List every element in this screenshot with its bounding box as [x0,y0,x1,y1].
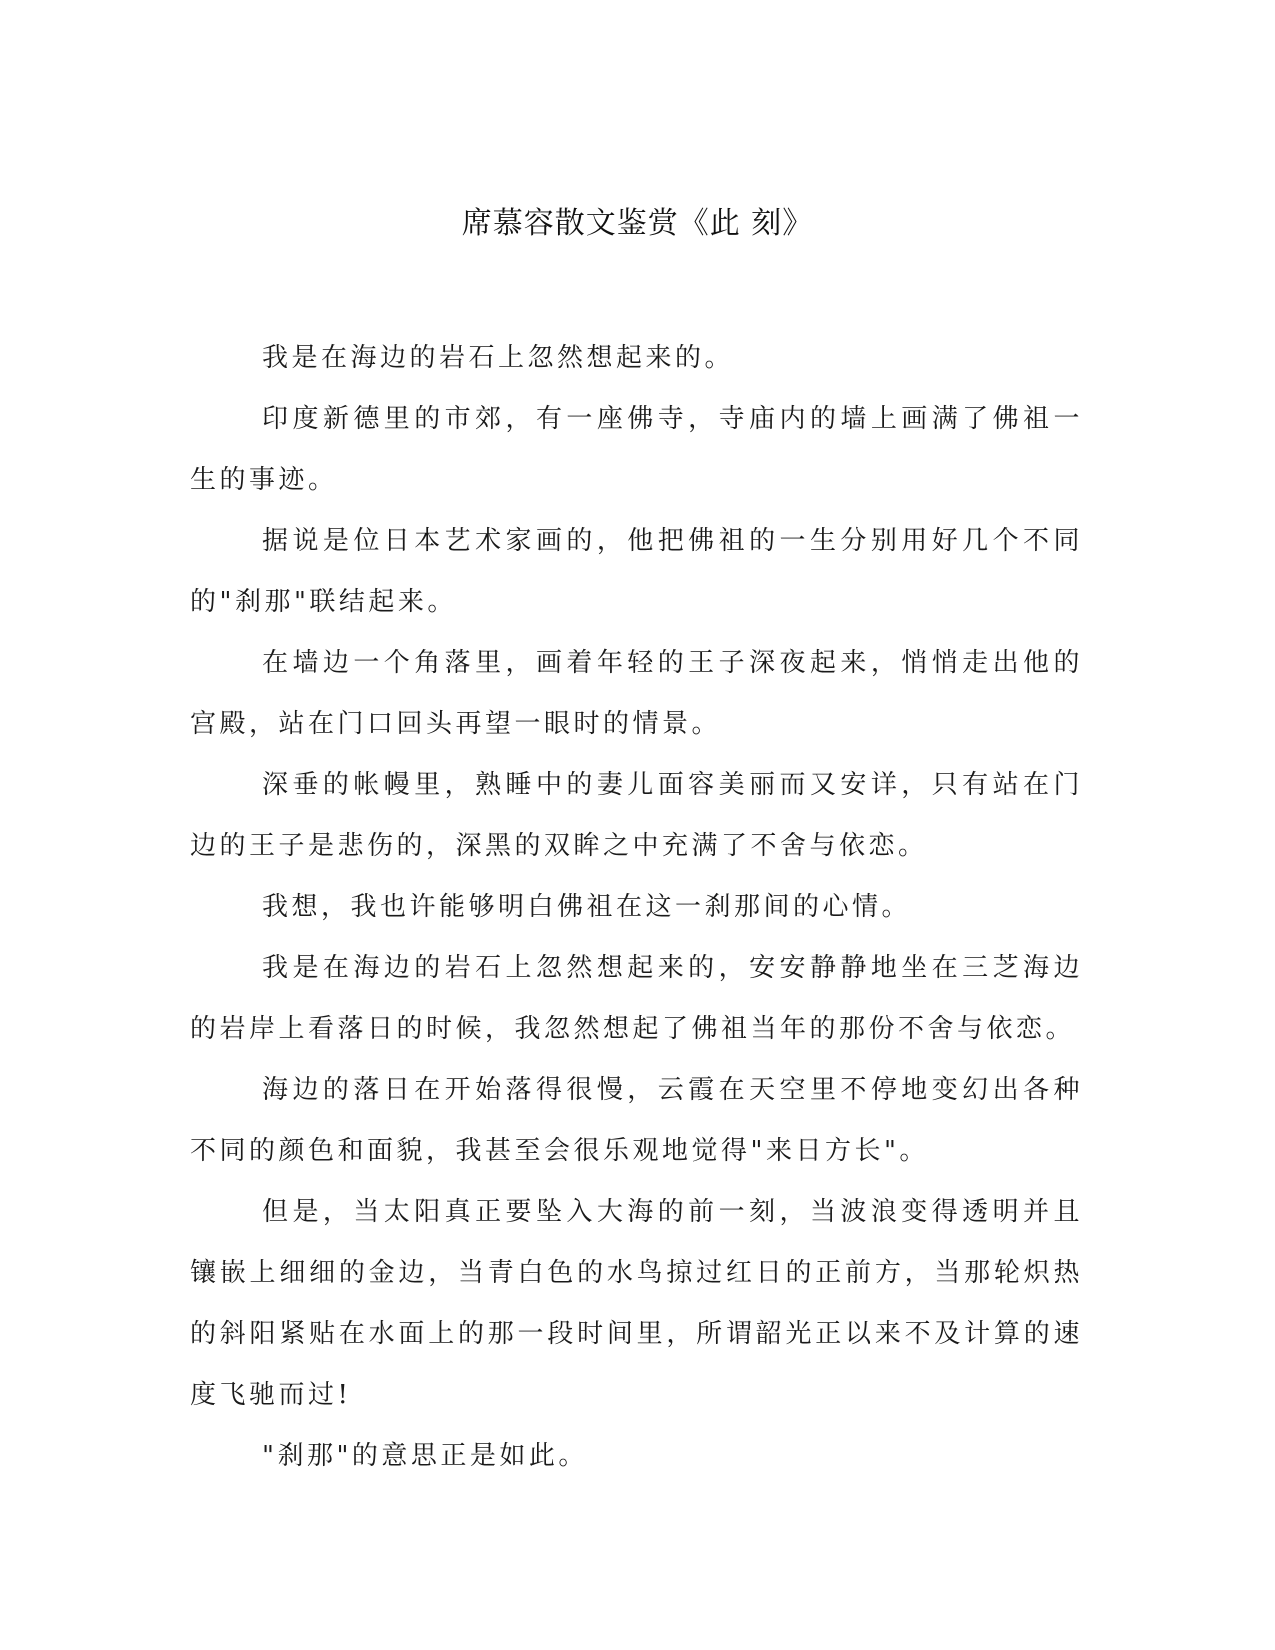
paragraph: 我是在海边的岩石上忽然想起来的。 [262,343,735,373]
paragraph: 在墙边一个角落里，画着年轻的王子深夜起来，悄悄走出他的宫殿，站在门口回头再望一眼时的情景。 [190,648,1083,739]
document-title: 席慕容散文鉴赏《此 刻》 [461,206,814,241]
paragraph: 深垂的帐幔里，熟睡中的妻儿面容美丽而又安详，只有站在门边的王子是悲伤的，深黑的双眸之中充满了不舍与依恋。 [190,770,1083,861]
paragraph: 据说是位日本艺术家画的，他把佛祖的一生分别用好几个不同的"刹那"联结起来。 [190,526,1083,617]
paragraph: 但是，当太阳真正要坠入大海的前一刻，当波浪变得透明并且镶嵌上细细的金边，当青白色的水鸟掠过红日的正前方，当那轮炽热的斜阳紧贴在水面上的那一段时间里，所谓韶光正以来不及计算的速度飞驰而过! [190,1197,1083,1410]
document-body [190,328,1083,1487]
paragraph: 印度新德里的市郊，有一座佛寺，寺庙内的墙上画满了佛祖一生的事迹。 [190,404,1083,495]
paragraph: 海边的落日在开始落得很慢，云霞在天空里不停地变幻出各种不同的颜色和面貌，我甚至会很乐观地觉得"来日方长"。 [190,1075,1083,1166]
paragraph: 我是在海边的岩石上忽然想起来的，安安静静地坐在三芝海边的岩岸上看落日的时候，我忽然想起了佛祖当年的那份不舍与依恋。 [190,953,1083,1044]
paragraph: 我想，我也许能够明白佛祖在这一刹那间的心情。 [262,892,912,922]
paragraph: "刹那"的意思正是如此。 [262,1441,588,1471]
